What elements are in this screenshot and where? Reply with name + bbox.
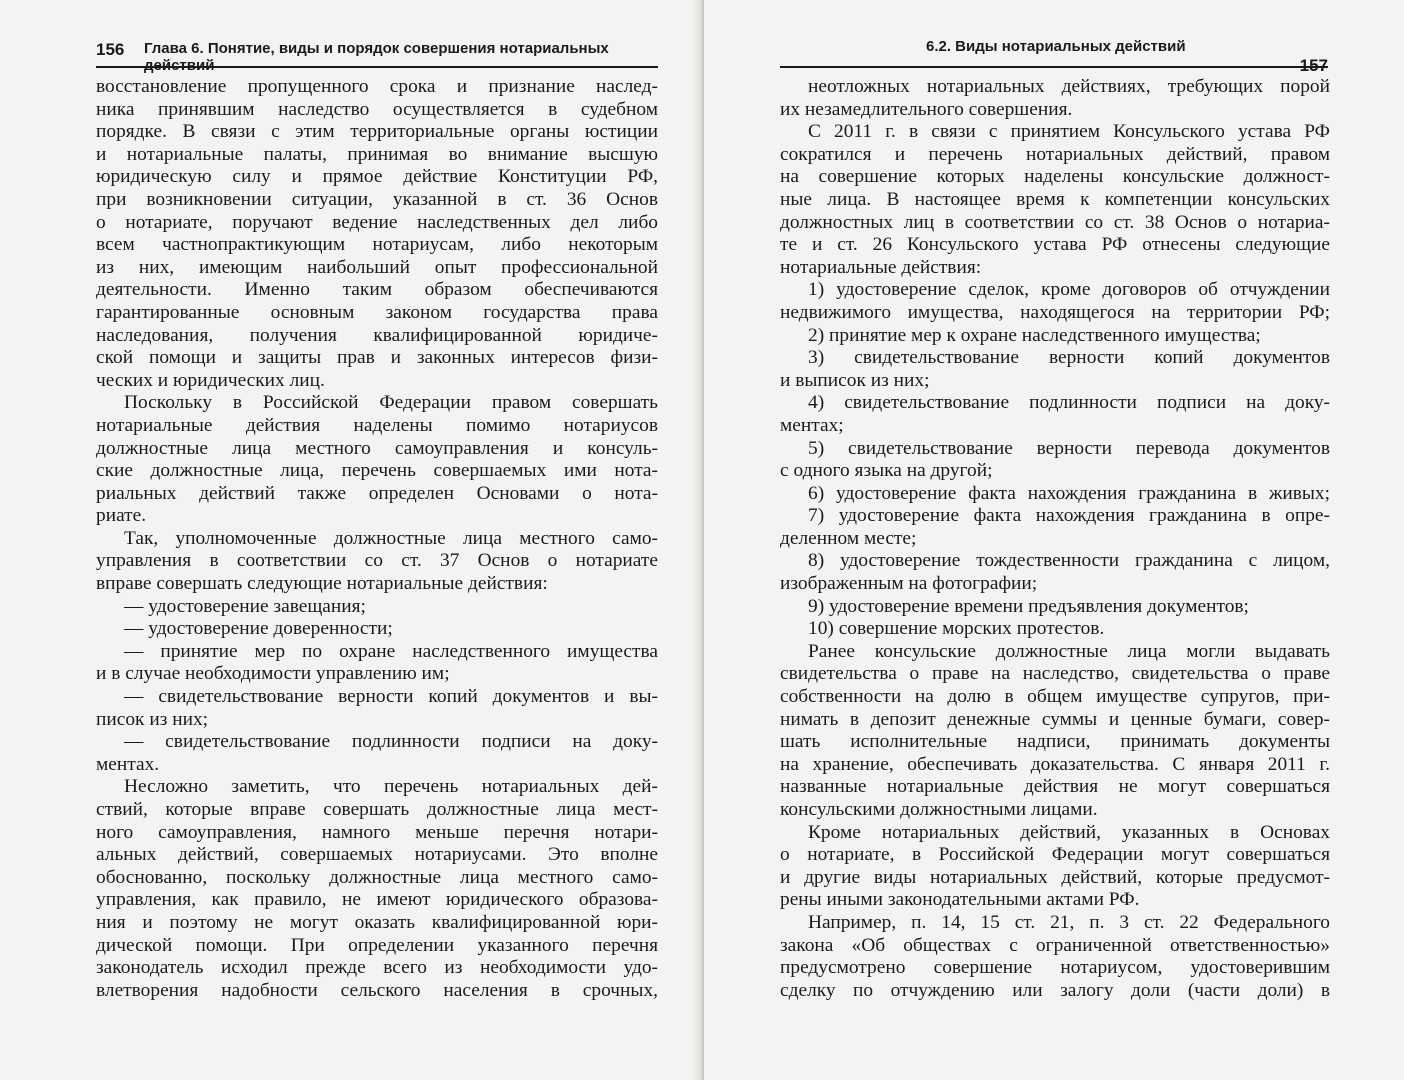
text-line: при возникновении ситуации, указанной в ст. 36 Основ [96, 188, 658, 210]
text-line: 6) удостоверение факта нахождения гражданина в живых; [808, 482, 1330, 504]
text-line: юридическую силу и прямое действие Конституции РФ, [96, 166, 658, 188]
right-page-number: 157 [1299, 56, 1328, 75]
right-running-head-title: 6.2. Виды нотариальных действий [926, 38, 1186, 55]
text-line: ствий, которые вправе совершать должностные лица мест- [96, 799, 658, 820]
left-page-number: 156 [96, 40, 125, 59]
text-line: ния и поэтому не могут оказать квалифицированной юри- [96, 911, 658, 933]
text-line: Несложно заметить, что перечень нотариальных дей- [124, 776, 658, 798]
text-line: предусмотрено совершение нотариусом, удостоверившим [780, 957, 1330, 979]
text-line: те и ст. 26 Консульского устава РФ отнесены следующие [780, 234, 1330, 256]
text-line: нимать в депозит денежные суммы и ценные бумаги, совер- [780, 708, 1330, 730]
text-line: деленном месте; [780, 527, 917, 549]
text-line: Кроме нотариальных действий, указанных в Основах [808, 821, 1330, 843]
text-line: ментах; [780, 414, 844, 436]
text-line: порядке. В связи с этим территориальные органы юстиции [96, 121, 658, 143]
text-line: собственности на долю в общем имуществе супругов, при- [780, 686, 1330, 708]
text-line: неотложных нотариальных действиях, требующих порой [808, 76, 1330, 97]
text-line: Например, п. 14, 15 ст. 21, п. 3 ст. 22 Федерального [808, 911, 1330, 933]
text-line: дической помощи. При определении указанного перечня [96, 934, 658, 956]
text-line: о нотариате, поручают ведение наследственных дел либо [96, 211, 658, 233]
text-line: должностных лиц в соответствии со ст. 38 Основ о нотариа- [780, 211, 1330, 233]
text-line: на совершение которых наделены консульские должност- [780, 166, 1330, 188]
text-line: названные нотариальные действия не могут совершаться [780, 776, 1330, 798]
text-line: рены иными законодательными актами РФ. [780, 889, 1140, 911]
text-line: консульскими должностными лицами. [780, 799, 1098, 820]
text-line: 4) свидетельствование подлинности подписи на доку- [808, 392, 1330, 414]
text-line: риате. [96, 505, 147, 527]
text-line: из них, имеющим наибольший опыт профессиональной [96, 256, 658, 278]
text-line: шать исполнительные надписи, принимать документы [780, 731, 1330, 753]
text-line: должностные лица местного самоуправления и консуль- [96, 437, 658, 459]
text-line: 2) принятие мер к охране наследственного имущества; [808, 324, 1261, 346]
text-line: ской помощи и защиты прав и законных интересов физи- [96, 347, 658, 369]
left-page [0, 0, 700, 1080]
text-line: 10) совершение морских протестов. [808, 618, 1105, 640]
text-line: и выписок из них; [780, 369, 930, 391]
text-line: — удостоверение доверенности; [124, 618, 393, 640]
left-running-header [96, 32, 658, 74]
text-line: Так, уполномоченные должностные лица местного само- [124, 527, 658, 549]
text-line: их незамедлительного совершения. [780, 98, 1073, 120]
right-page-body [780, 76, 1330, 1002]
text-line: 5) свидетельствование верности перевода документов [808, 437, 1330, 459]
text-line: писок из них; [96, 708, 209, 730]
text-line: сделку по отчуждению или залогу доли (части доли) в [780, 979, 1330, 1001]
text-line: наследования, получения квалифицированной юридиче- [96, 324, 658, 346]
text-line: риальных действий также определен Основами о нота- [96, 482, 658, 504]
left-running-head-title: Глава 6. Понятие, виды и порядок совершения нотариальных действий [144, 40, 609, 74]
text-line: — удостоверение завещания; [124, 595, 366, 617]
text-line: 3) свидетельствование верности копий документов [808, 347, 1330, 369]
text-line: всем частнопрактикующим нотариусам, либо некоторым [96, 234, 658, 256]
text-line: С 2011 г. в связи с принятием Консульского устава РФ [808, 121, 1330, 143]
text-line: нотариальные действия наделены помимо нотариусов [96, 414, 658, 436]
text-line: восстановление пропущенного срока и признание наслед- [96, 76, 658, 97]
text-line: 7) удостоверение факта нахождения гражданина в опре- [808, 505, 1330, 527]
text-line: законодатель исходил прежде всего из необходимости удо- [96, 957, 658, 979]
text-line: о нотариате, в Российской Федерации могут совершаться [780, 844, 1330, 866]
right-running-header [780, 32, 1328, 75]
text-line: с одного языка на другой; [780, 460, 993, 482]
text-line: ментах. [96, 753, 160, 775]
text-line: деятельности. Именно таким образом обеспечиваются [96, 279, 658, 301]
text-line: влетворения надобности сельского населения в срочных, [96, 979, 658, 1001]
text-line: ника принявшим наследство осуществляется в судебном [96, 98, 658, 120]
text-line: ные лица. В настоящее время к компетенции консульских [780, 188, 1330, 210]
right-page [704, 0, 1404, 1080]
text-line: — принятие мер по охране наследственного имущества [124, 640, 658, 662]
text-line: ческих и юридических лиц. [96, 369, 325, 391]
text-line: на хранение, обеспечивать доказательства. С января 2011 г. [780, 753, 1330, 775]
left-page-body [96, 76, 658, 1002]
text-line: управления, как правило, не имеют юридического образова- [96, 889, 658, 911]
text-line: ного самоуправления, намного меньше перечня нотари- [96, 821, 658, 843]
text-line: и в случае необходимости управлению им; [96, 663, 450, 685]
text-line: Поскольку в Российской Федерации правом совершать [124, 392, 658, 414]
text-line: 8) удостоверение тождественности гражданина с лицом, [808, 550, 1330, 572]
text-line: недвижимого имущества, находящегося на территории РФ; [780, 301, 1330, 323]
text-line: сократился и перечень нотариальных действий, правом [780, 143, 1330, 165]
text-line: — свидетельствование верности копий документов и вы- [124, 686, 658, 708]
text-line: Ранее консульские должностные лица могли выдавать [808, 640, 1330, 662]
text-line: 1) удостоверение сделок, кроме договоров об отчуждении [808, 279, 1330, 301]
text-line: свидетельства о праве на наследство, свидетельства о праве [780, 663, 1330, 685]
text-line: закона «Об обществах с ограниченной ответственностью» [780, 934, 1330, 956]
text-line: гарантированные основным законом государства права [96, 301, 658, 323]
text-line: 9) удостоверение времени предъявления документов; [808, 595, 1249, 617]
text-line: и нотариальные палаты, принимая во внимание высшую [96, 143, 658, 165]
text-line: ские должностные лица, перечень совершаемых ими нота- [96, 460, 658, 482]
text-line: обоснованно, поскольку должностные лица местного само- [96, 866, 658, 888]
text-line: вправе совершать следующие нотариальные действия: [96, 573, 548, 595]
text-line: управления в соответствии со ст. 37 Основ о нотариате [96, 550, 658, 572]
text-line: изображенным на фотографии; [780, 573, 1038, 595]
text-line: и другие виды нотариальных действий, которые предусмот- [780, 866, 1330, 888]
text-line: альных действий, совершаемых нотариусами. Это вполне [96, 844, 658, 866]
text-line: — свидетельствование подлинности подписи на доку- [124, 731, 658, 753]
text-line: нотариальные действия: [780, 256, 982, 278]
